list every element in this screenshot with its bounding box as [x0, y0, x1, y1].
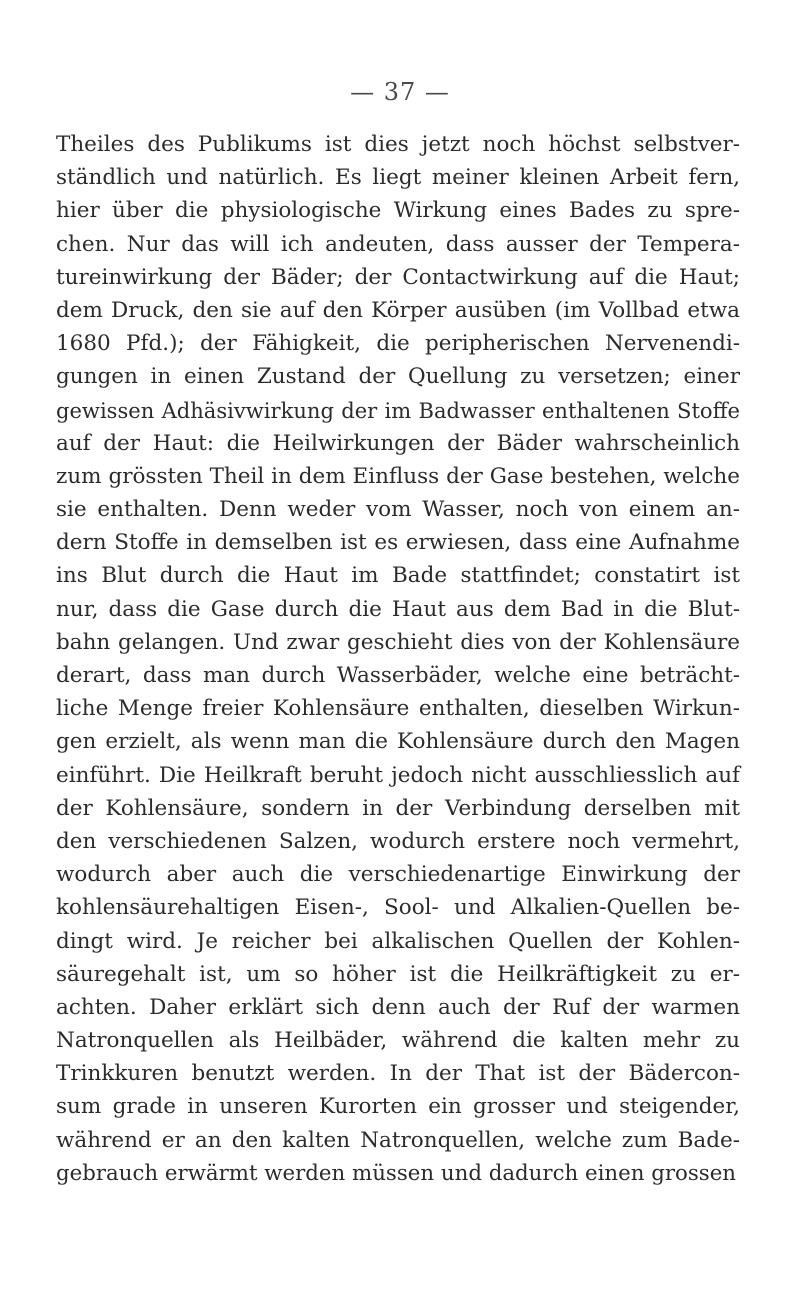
text-line: sum grade in unseren Kurorten ein grosser und steigender,: [56, 1094, 740, 1120]
text-line: gen erzielt, als wenn man die Kohlensäure durch den Magen: [56, 729, 740, 755]
text-line: tureinwirkung der Bäder; der Contactwirkung auf die Haut;: [56, 264, 740, 290]
text-line: kohlensäurehaltigen Eisen-, Sool- und Alkalien-Quellen be-: [56, 895, 740, 921]
text-line: hier über die physiologische Wirkung eines Bades zu spre-: [56, 198, 740, 224]
text-line: auf der Haut: die Heilwirkungen der Bäder wahrscheinlich: [56, 430, 740, 456]
text-line: ins Blut durch die Haut im Bade stattfindet; constatirt ist: [56, 563, 740, 589]
text-line: der Kohlensäure, sondern in der Verbindung derselben mit: [56, 795, 740, 821]
text-line: sie enthalten. Denn weder vom Wasser, noch von einem an-: [56, 497, 740, 523]
text-line: gebrauch erwärmt werden müssen und dadurch einen grossen: [56, 1160, 737, 1186]
text-line: nur, dass die Gase durch die Haut aus dem Bad in die Blut-: [56, 596, 740, 622]
text-line: liche Menge freier Kohlensäure enthalten, dieselben Wirkun-: [56, 696, 740, 722]
text-line: während er an den kalten Natronquellen, welche zum Bade-: [56, 1127, 740, 1153]
text-line: einführt. Die Heilkraft beruht jedoch nicht ausschliesslich auf: [56, 762, 740, 788]
text-line: bahn gelangen. Und zwar geschieht dies von der Kohlensäure: [56, 629, 740, 655]
text-line: den verschiedenen Salzen, wodurch erstere noch vermehrt,: [56, 828, 740, 854]
text-line: ständlich und natürlich. Es liegt meiner kleinen Arbeit fern,: [56, 165, 740, 191]
text-line: säuregehalt ist, um so höher ist die Heilkräftigkeit zu er-: [56, 961, 740, 987]
text-line: dern Stoffe in demselben ist es erwiesen, dass eine Aufnahme: [56, 530, 740, 556]
text-line: gewissen Adhäsivwirkung der im Badwasser enthaltenen Stoffe: [56, 397, 740, 423]
text-line: chen. Nur das will ich andeuten, dass ausser der Tempera-: [56, 231, 740, 257]
text-line: gungen in einen Zustand der Quellung zu versetzen; einer: [56, 364, 740, 390]
text-line: wodurch aber auch die verschiedenartige Einwirkung der: [56, 862, 740, 888]
text-line: derart, dass man durch Wasserbäder, welche eine beträcht-: [56, 663, 740, 688]
body-text: [56, 128, 740, 1190]
text-line: Theiles des Publikums ist dies jetzt noch höchst selbstver-: [56, 132, 740, 157]
text-line: dem Druck, den sie auf den Körper ausüben (im Vollbad etwa: [56, 297, 740, 323]
text-line: Natronquellen als Heilbäder, während die kalten mehr zu: [56, 1028, 740, 1054]
page-number: — 37 —: [350, 78, 450, 106]
text-line: dingt wird. Je reicher bei alkalischen Quellen der Kohlen-: [56, 928, 740, 954]
text-line: achten. Daher erklärt sich denn auch der Ruf der warmen: [56, 994, 740, 1020]
text-line: Trinkkuren benutzt werden. In der That ist der Bädercon-: [56, 1061, 740, 1087]
text-line: 1680 Pfd.); der Fähigkeit, die peripherischen Nervenendi-: [56, 331, 740, 357]
text-line: zum grössten Theil in dem Einfluss der Gase bestehen, welche: [56, 463, 740, 489]
